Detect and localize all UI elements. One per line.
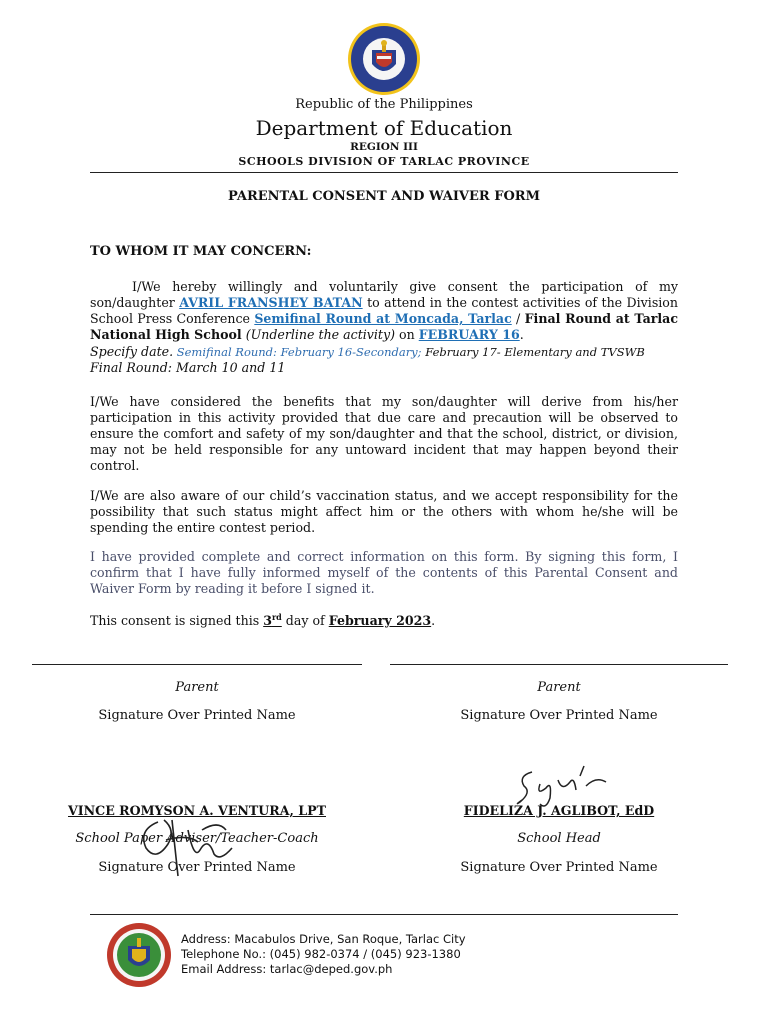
division-seal-icon [106, 922, 172, 988]
paragraph-4: I have provided complete and correct information on this form. By signing this form, I confirm that I have fully informed myself of the contents of this Parental Consent and Waiver Form by reading it before I signed it. [90, 549, 678, 596]
division-line: SCHOOLS DIVISION OF TARLAC PROVINCE [238, 155, 530, 168]
head-sig-caption: Signature Over Printed Name [460, 860, 658, 875]
parent-role-left: Parent [175, 680, 219, 695]
specify-date: Specify date. Semifinal Round: February 16-Secondary; February 17- Elementary and TVSWB Final Round: March 10 and 11 [90, 344, 645, 375]
adviser-title: School Paper Adviser/Teacher-Coach [75, 831, 319, 846]
footer-divider [90, 914, 678, 915]
paragraph-1: I/We hereby willingly and voluntarily give consent the participation of my son/daughter AVRIL FRANSHEY BATAN to attend in the contest activities of the Division School Press Conference Semifinal Round at Moncada, Tarlac / Final Round at Tarlac National High School (Underline the activity) on FEBRUARY 16. [90, 279, 679, 342]
parent-signature-line-right [390, 664, 728, 665]
activity-date: FEBRUARY 16 [418, 327, 520, 342]
head-title: School Head [517, 831, 601, 846]
footer-telephone: Telephone No.: (045) 982-0374 / (045) 923-1380 [181, 947, 461, 961]
adviser-sig-caption: Signature Over Printed Name [98, 860, 296, 875]
paragraph-3: I/We are also aware of our child’s vaccination status, and we accept responsibility for the possibility that such status might affect him or the others with whom he/she will be spending the entire contest period. [90, 488, 678, 535]
header-divider [90, 172, 678, 173]
head-name: FIDELIZA J. AGLIBOT, EdD [463, 803, 655, 818]
deped-logo [347, 22, 421, 96]
footer-address: Address: Macabulos Drive, San Roque, Tarlac City [181, 932, 466, 946]
adviser-name: VINCE ROMYSON A. VENTURA, LPT [68, 803, 326, 818]
consent-day: 3rd [263, 612, 282, 629]
final-activity: Final Round at Tarlac National High School [90, 311, 679, 342]
parent-role-right: Parent [537, 680, 581, 695]
republic-line: Republic of the Philippines [295, 97, 473, 112]
parent-signature-line-left [32, 664, 362, 665]
consent-month-year: February 2023 [328, 613, 432, 629]
paragraph-2: I/We have considered the benefits that my son/daughter will derive from his/her participation in this activity provided that due care and precaution will be observed to ensure the comfort and safety of my son/daughter and that the school, district, or division, may not be held responsible for any untoward incident that may happen beyond their control. [90, 394, 678, 473]
form-title: PARENTAL CONSENT AND WAIVER FORM [228, 189, 540, 204]
salutation: TO WHOM IT MAY CONCERN: [90, 244, 312, 259]
student-name: AVRIL FRANSHEY BATAN [179, 295, 363, 310]
footer-email: Email Address: tarlac@deped.gov.ph [181, 962, 393, 976]
department-title: Department of Education [255, 116, 513, 140]
parent-sig-caption-right: Signature Over Printed Name [460, 708, 658, 723]
region-line: REGION III [350, 141, 418, 153]
adviser-signature [128, 800, 248, 880]
parent-sig-caption-left: Signature Over Printed Name [98, 708, 296, 723]
semifinal-activity: Semifinal Round at Moncada, Tarlac [254, 311, 512, 326]
consent-line: This consent is signed this 3rd day of February 2023. [90, 612, 436, 629]
